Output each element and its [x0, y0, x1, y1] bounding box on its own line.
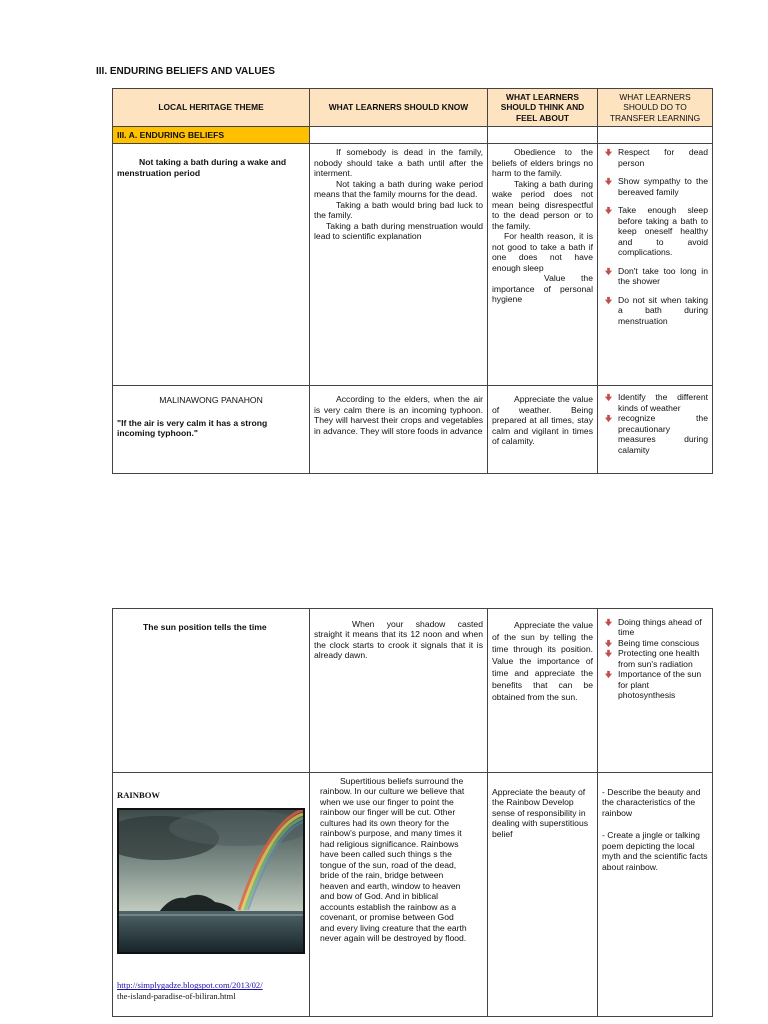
know-para: According to the elders, when the air is very calm there is an incoming typhoon. They will harvest their crops and vegetables in advance. They will store foods in advance: [314, 394, 483, 436]
arrow-bullet-icon: [604, 267, 613, 276]
list-item-text: Doing things ahead of time: [618, 617, 702, 638]
header-theme: LOCAL HERITAGE THEME: [113, 89, 310, 127]
think-para: Taking a bath during wake period does not mean being disrespectful to the dead person or to the family.: [492, 178, 593, 231]
think-para: Appreciate the value of weather. Being prepared at all times, stay calm and vigilant in times of calamity.: [492, 394, 593, 447]
know-para: When your shadow casted straight it means that its 12 noon and when the clock starts to crook it signals that it is already dawn.: [314, 619, 483, 661]
source-link-tail: the-island-paradise-of-biliran.html: [117, 990, 236, 1001]
list-item-text: Identify the different kinds of weather: [618, 392, 708, 413]
header-do: WHAT LEARNERS SHOULD DO TO TRANSFER LEARNING: [598, 89, 713, 127]
know-cell: [310, 386, 488, 474]
arrow-bullet-icon: [604, 414, 613, 423]
subsection-label: III. A. ENDURING BELIEFS: [113, 126, 310, 143]
theme-text: RAINBOW: [117, 790, 160, 800]
do-cell: [598, 609, 713, 773]
know-cell: [310, 609, 488, 773]
know-cell: [310, 144, 488, 386]
header-know: WHAT LEARNERS SHOULD KNOW: [310, 89, 488, 127]
header-think: WHAT LEARNERS SHOULD THINK AND FEEL ABOUT: [488, 89, 598, 127]
know-cell: [310, 773, 488, 1017]
think-cell: [488, 386, 598, 474]
arrow-bullet-icon: [604, 393, 613, 402]
enduring-beliefs-table-continued: [112, 608, 713, 1017]
arrow-bullet-icon: [604, 639, 613, 648]
list-item: [602, 638, 708, 648]
know-para: Taking a bath during menstruation would lead to scientific explanation: [314, 220, 483, 242]
list-item: [602, 392, 708, 413]
source-link[interactable]: http://simplygadze.blogspot.com/2013/02/: [117, 980, 263, 991]
theme-cell: [113, 609, 310, 773]
list-item-text: Being time conscious: [618, 637, 700, 648]
think-para: For health reason, it is not good to take a bath if one does not have enough sleep: [492, 231, 593, 273]
think-para: Appreciate the value of the sun by telling the time through its position. Value the importance of time and appreciate the benefits that can be obtained from the sun.: [492, 620, 593, 703]
theme-title: MALINAWONG PANAHON: [159, 395, 263, 406]
theme-quote: "If the air is very calm it has a strong incoming typhoon.": [117, 417, 268, 439]
table-row: [113, 386, 713, 474]
list-item-text: Respect for dead person: [618, 147, 708, 168]
do-cell: [598, 386, 713, 474]
arrow-bullet-icon: [604, 177, 613, 186]
table-row: [113, 144, 713, 386]
do-cell: [598, 773, 713, 1017]
list-item-text: recognize the precautionary measures during calamity: [618, 413, 708, 455]
arrow-bullet-icon: [604, 296, 613, 305]
know-para: Not taking a bath during wake period means that the family mourns for the dead.: [314, 178, 483, 200]
list-item: [602, 413, 708, 455]
list-item: [602, 669, 708, 700]
know-para: Supertitious beliefs surround the rainbow. In our culture we believe that when we use our finger to point the rainbow our finger will be cut. Other cultures had its own theory for the rainbow's purpose, and many times it had religious significance. Rainbows have been called such things s the tongue of the sun, road of the dead, bride of the rain, bridge between heaven and earth, window to heaven and bow of God. And in biblical accounts establish the rainbow as a covenant, or promise between God and every living creature that the earth never again will be destroyed by flood.: [320, 776, 467, 944]
know-para: Taking a bath would bring bad luck to the family.: [314, 199, 483, 221]
arrow-bullet-icon: [604, 618, 613, 627]
list-item: [602, 295, 708, 326]
theme-text: Not taking a bath during a wake and menstruation period: [117, 157, 287, 178]
arrow-bullet-icon: [604, 670, 613, 679]
list-item: [602, 205, 708, 257]
think-cell: [488, 609, 598, 773]
think-para: Value the importance of personal hygiene: [492, 273, 593, 305]
think-para: Obedience to the beliefs of elders brings no harm to the family.: [492, 147, 593, 179]
list-item-text: Importance of the sun for plant photosynthesis: [618, 669, 702, 701]
list-item: - Create a jingle or talking poem depicting the local myth and the scientific facts about rainbow.: [602, 830, 708, 872]
list-item-text: Show sympathy to the bereaved family: [618, 176, 708, 197]
list-item-text: Take enough sleep before taking a bath to keep oneself healthy and to avoid complications.: [618, 205, 708, 258]
theme-text: The sun position tells the time: [143, 622, 267, 632]
arrow-bullet-icon: [604, 148, 613, 157]
enduring-beliefs-table: [112, 88, 713, 474]
section-title: III. ENDURING BELIEFS AND VALUES: [96, 66, 275, 77]
theme-cell: [113, 386, 310, 474]
list-item: [602, 648, 708, 669]
list-item: - Describe the beauty and the characteristics of the rainbow: [602, 787, 701, 818]
table-row: [113, 773, 713, 1017]
list-item-text: Don't take too long in the shower: [618, 265, 708, 287]
theme-cell: [113, 144, 310, 386]
think-cell: [488, 144, 598, 386]
think-cell: [488, 773, 598, 1017]
do-cell: [598, 144, 713, 386]
arrow-bullet-icon: [604, 206, 613, 215]
theme-cell: [113, 773, 310, 1017]
list-item: [602, 617, 708, 638]
think-para: Appreciate the beauty of the Rainbow Develop sense of responsibility in dealing with superstitious belief: [492, 787, 589, 839]
table-row: [113, 609, 713, 773]
list-item: [602, 147, 708, 168]
list-item-text: Protecting one health from sun's radiation: [618, 648, 700, 669]
arrow-bullet-icon: [604, 649, 613, 658]
list-item-text: Do not sit when taking a bath during menstruation: [618, 294, 708, 326]
list-item: [602, 266, 708, 287]
know-para: If somebody is dead in the family, nobody should take a bath until after the interment.: [314, 147, 483, 179]
list-item: [602, 176, 708, 197]
rainbow-photo: [117, 808, 305, 954]
